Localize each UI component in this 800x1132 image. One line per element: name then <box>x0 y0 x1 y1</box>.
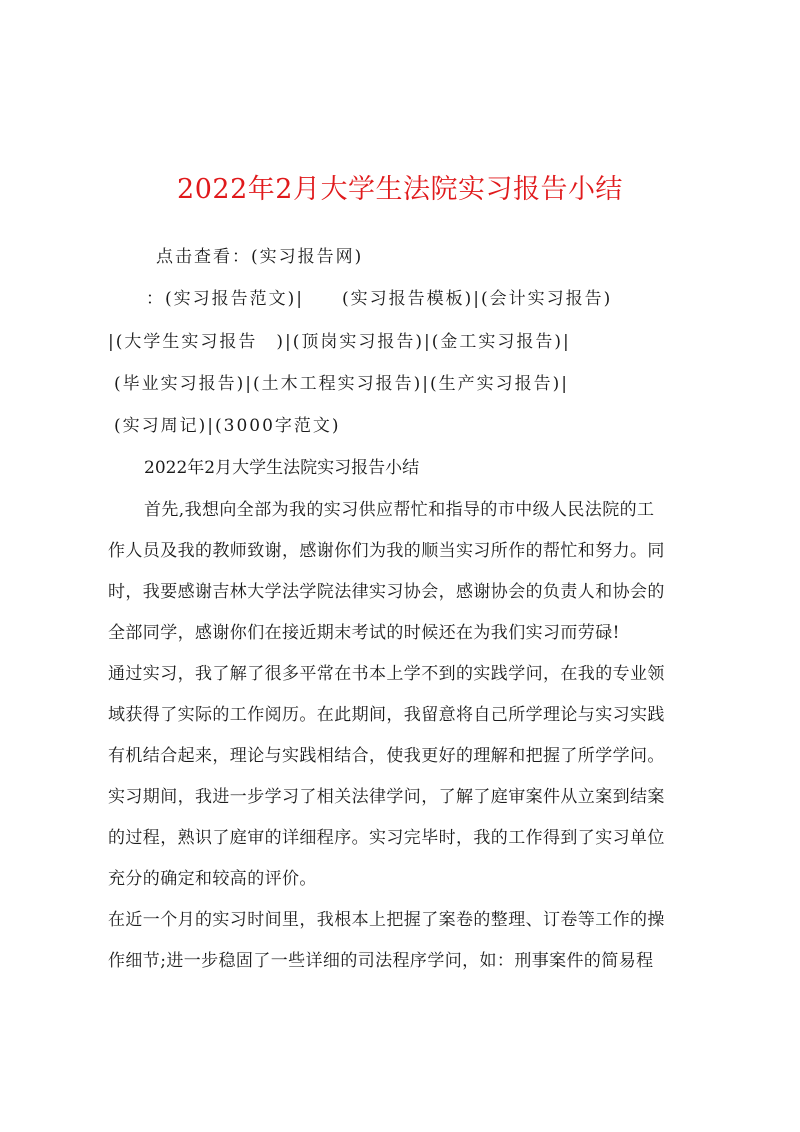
paragraph-3-line-1: 在近一个月的实习时间里，我根本上把握了案卷的整理、订卷等工作的操 <box>108 910 665 930</box>
paragraph-1-line-3: 时，我要感谢吉林大学法学院法律实习协会，感谢协会的负责人和协会的 <box>108 582 665 602</box>
links-line-2: ：(实习报告范文)| (实习报告模板)|(会计实习报告) <box>146 289 613 309</box>
links-line-5: (实习周记)|(3000字范文) <box>114 416 341 436</box>
paragraph-2-line-2: 域获得了实际的工作阅历。在此期间，我留意将自己所学理论与实习实践 <box>108 705 665 725</box>
paragraph-1-line-4: 全部同学，感谢你们在接近期末考试的时候还在为我们实习而劳碌! <box>108 623 620 643</box>
paragraph-2-line-5: 的过程，熟识了庭审的详细程序。实习完毕时，我的工作得到了实习单位 <box>108 828 665 848</box>
paragraph-1-line-1: 首先,我想向全部为我的实习供应帮忙和指导的市中级人民法院的工 <box>144 500 655 520</box>
paragraph-2-line-4: 实习期间，我进一步学习了相关法律学问，了解了庭审案件从立案到结案 <box>108 787 665 807</box>
links-line-1: 点击查看：(实习报告网) <box>156 247 364 267</box>
document-subtitle: 2022年2月大学生法院实习报告小结 <box>144 458 420 478</box>
paragraph-2-line-3: 有机结合起来，理论与实践相结合，使我更好的理解和把握了所学学问。 <box>108 746 665 766</box>
document-title: 2022年2月大学生法院实习报告小结 <box>177 174 623 205</box>
paragraph-3-line-2: 作细节;进一步稳固了一些详细的司法程序学问，如：刑事案件的简易程 <box>108 951 654 971</box>
links-line-4: (毕业实习报告)|(土木工程实习报告)|(生产实习报告)| <box>114 374 569 394</box>
links-line-3: |(大学生实习报告 )|(顶岗实习报告)|(金工实习报告)| <box>108 332 571 352</box>
paragraph-2-line-1: 通过实习，我了解了很多平常在书本上学不到的实践学问，在我的专业领 <box>108 664 665 684</box>
paragraph-2-line-6: 充分的确定和较高的评价。 <box>108 869 317 889</box>
paragraph-1-line-2: 作人员及我的教师致谢，感谢你们为我的顺当实习所作的帮忙和努力。同 <box>108 541 665 561</box>
